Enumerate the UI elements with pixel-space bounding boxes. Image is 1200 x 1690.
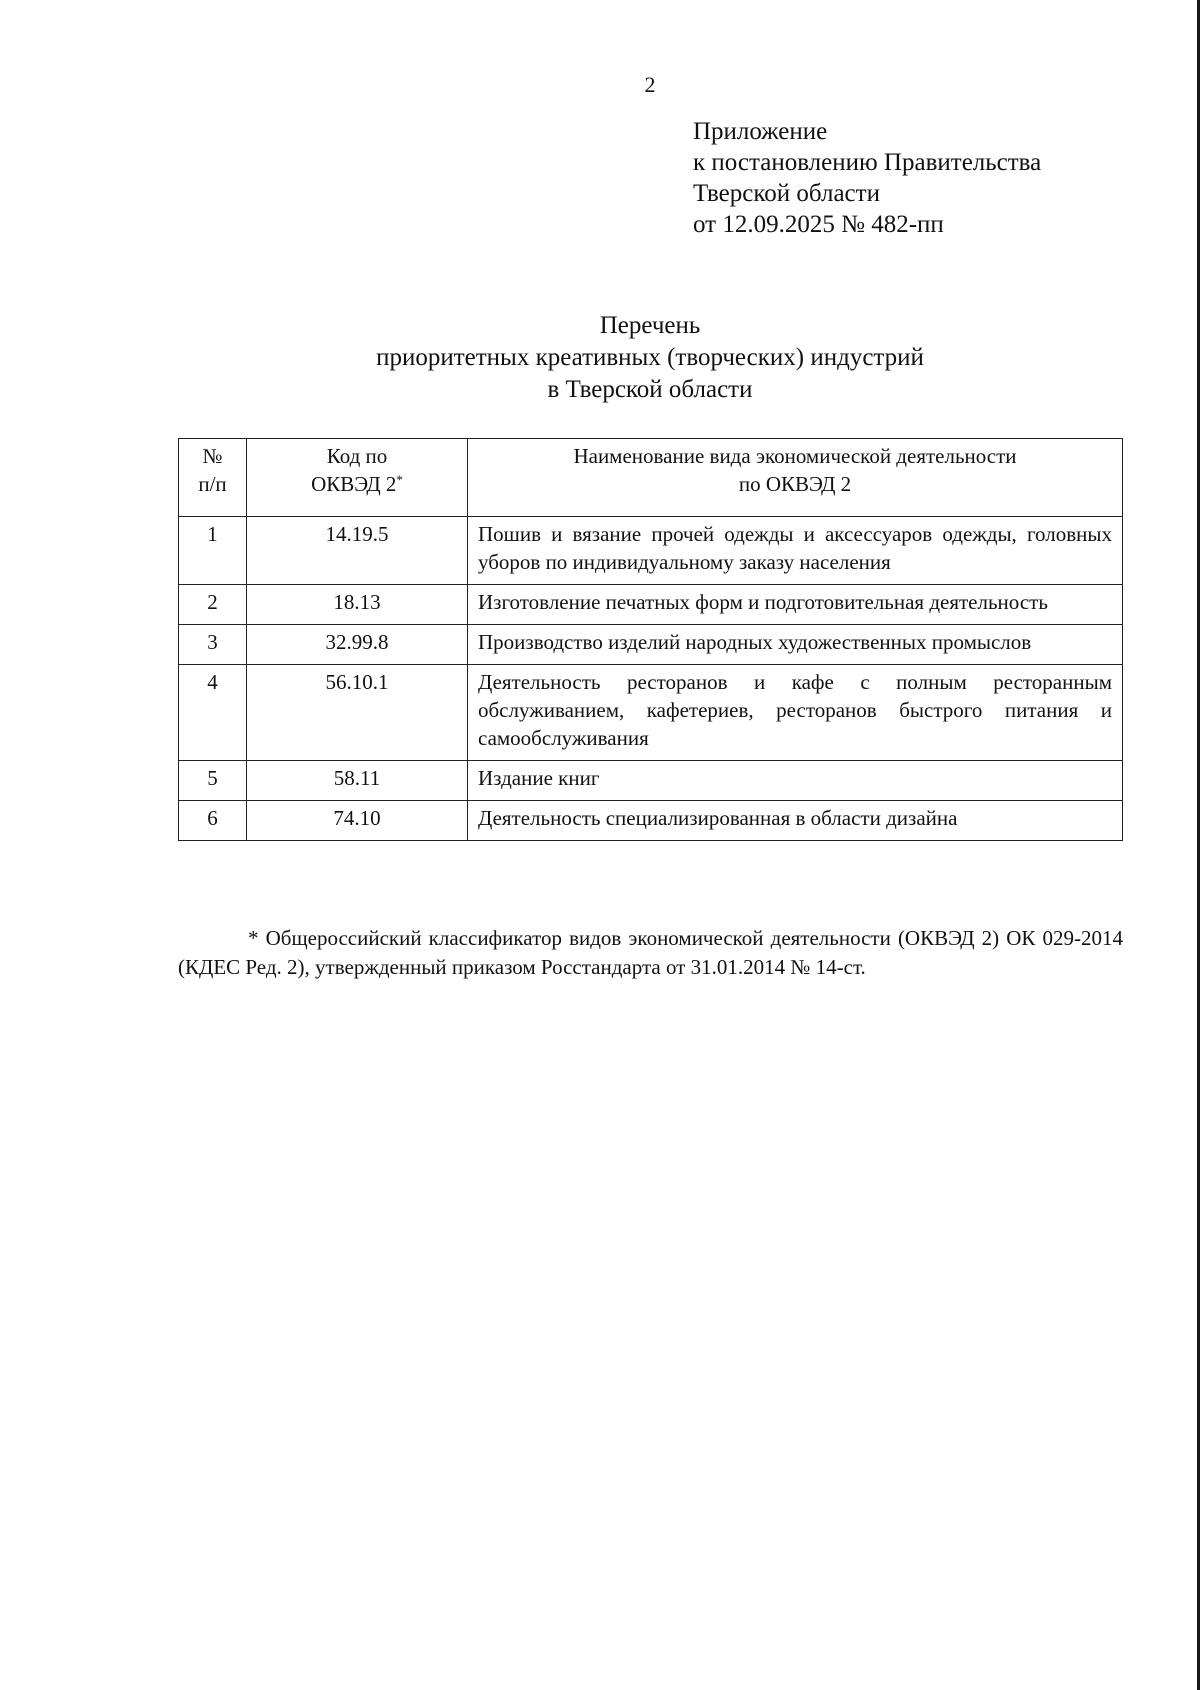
header-name-line-2: по ОКВЭД 2 bbox=[738, 472, 852, 496]
table-row bbox=[179, 801, 1123, 841]
header-name-line-1: Наименование вида экономической деятельности bbox=[573, 444, 1017, 468]
row-name: Производство изделий народных художественных промыслов bbox=[468, 625, 1123, 665]
header-code-line-1: Код по bbox=[326, 444, 388, 468]
appendix-line-1: Приложение bbox=[693, 118, 828, 145]
header-name bbox=[468, 439, 1123, 517]
document-title bbox=[178, 310, 1122, 406]
row-num: 2 bbox=[179, 585, 247, 625]
row-name: Изготовление печатных форм и подготовительная деятельность bbox=[468, 585, 1123, 625]
row-num: 1 bbox=[179, 517, 247, 585]
row-name: Издание книг bbox=[468, 761, 1123, 801]
row-name: Пошив и вязание прочей одежды и аксессуаров одежды, головных уборов по индивидуальному заказу населения bbox=[468, 517, 1123, 585]
table-row bbox=[179, 517, 1123, 585]
title-line-1: Перечень bbox=[599, 312, 701, 339]
table-row bbox=[179, 585, 1123, 625]
row-num: 4 bbox=[179, 665, 247, 761]
appendix-block bbox=[693, 116, 1041, 240]
appendix-line-4: от 12.09.2025 № 482-пп bbox=[693, 211, 944, 238]
header-code-line-2: ОКВЭД 2 bbox=[311, 472, 397, 496]
row-num: 3 bbox=[179, 625, 247, 665]
header-code-line-2-wrap bbox=[257, 470, 457, 498]
table-row bbox=[179, 761, 1123, 801]
table-row bbox=[179, 625, 1123, 665]
row-code: 32.99.8 bbox=[247, 625, 468, 665]
row-num: 5 bbox=[179, 761, 247, 801]
row-code: 58.11 bbox=[247, 761, 468, 801]
appendix-line-2: к постановлению Правительства bbox=[693, 149, 1042, 176]
title-line-3: в Тверской области bbox=[547, 376, 753, 403]
header-code bbox=[247, 439, 468, 517]
footnote-mark: * bbox=[396, 472, 403, 487]
appendix-line-3: Тверской области bbox=[693, 180, 880, 207]
okved-table bbox=[178, 438, 1123, 841]
footnote: * Общероссийский классификатор видов экономической деятельности (ОКВЭД 2) ОК 029-2014 (КДЕС Ред. 2), утвержденный приказом Росстандарта от 31.01.2014 № 14-ст. bbox=[178, 926, 1123, 979]
header-num-line-1: № bbox=[202, 444, 223, 468]
header-num-line-2: п/п bbox=[198, 472, 227, 496]
row-num: 6 bbox=[179, 801, 247, 841]
row-code: 18.13 bbox=[247, 585, 468, 625]
row-code: 14.19.5 bbox=[247, 517, 468, 585]
row-code: 56.10.1 bbox=[247, 665, 468, 761]
row-code: 74.10 bbox=[247, 801, 468, 841]
page-number: 2 bbox=[644, 72, 656, 97]
title-line-2: приоритетных креативных (творческих) индустрий bbox=[376, 344, 924, 371]
row-name: Деятельность специализированная в области дизайна bbox=[468, 801, 1123, 841]
header-num bbox=[179, 439, 247, 517]
table-row bbox=[179, 665, 1123, 761]
table-header-row bbox=[179, 439, 1123, 517]
row-name: Деятельность ресторанов и кафе с полным ресторанным обслуживанием, кафетериев, ресторанов быстрого питания и самообслуживания bbox=[468, 665, 1123, 761]
